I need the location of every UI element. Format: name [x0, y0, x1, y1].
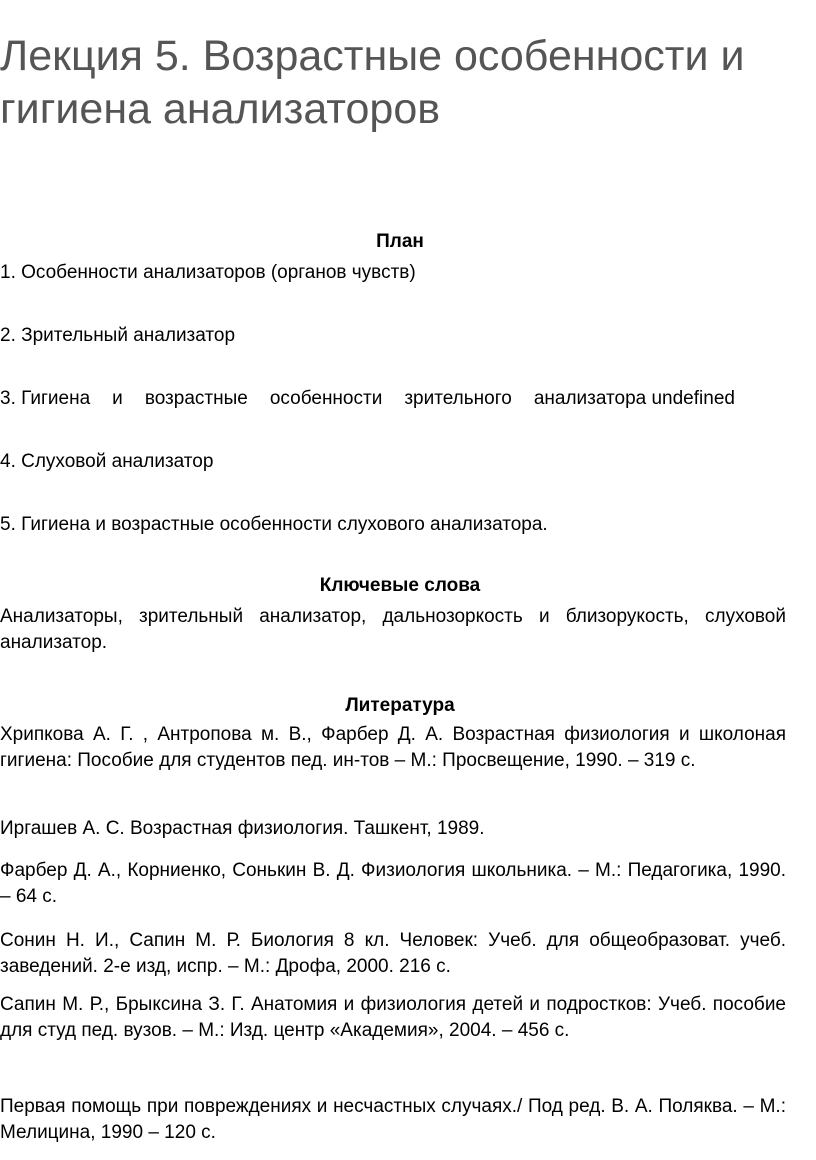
- plan-item-3: [0, 387, 800, 411]
- plan-item-3-word: зрительного: [404, 388, 512, 409]
- plan-item-3-words: [0, 387, 735, 411]
- plan-item-4: 4. Слуховой анализатор: [0, 451, 214, 472]
- literature-item-3: Фарбер Д. А., Корниенко, Сонькин В. Д. Физиология школьника. – М.: Педагогика, 1990. – 64 с.: [0, 860, 786, 907]
- plan-item-5: 5. Гигиена и возрастные особенности слухового анализатора.: [0, 514, 548, 535]
- plan-item-3-word: 3. Гигиена: [0, 388, 91, 409]
- keywords-heading: Ключевые слова: [319, 575, 481, 596]
- plan-item-3-word: особенности: [269, 388, 383, 409]
- literature-item-5: Сапин М. Р., Брыксина З. Г. Анатомия и физиология детей и подростков: Учеб. пособие для студ пед. вузов. – М.: Изд. центр «Академия», 2004. – 456 с.: [0, 994, 786, 1041]
- literature-item-4: Сонин Н. И., Сапин М. Р. Биология 8 кл. Человек: Учеб. для общеобразоват. учеб. заведений. 2-е изд, испр. – М.: Дрофа, 2000. 216 с.: [0, 930, 786, 977]
- plan-item-3-word: возрастные: [144, 388, 248, 409]
- literature-heading: Литература: [345, 695, 455, 716]
- plan-item-3-word: анализатора undefined: [533, 388, 735, 409]
- plan-item-2: 2. Зрительный анализатор: [0, 325, 236, 346]
- literature-item-2: Иргашев А. С. Возрастная физиология. Ташкент, 1989.: [0, 818, 485, 839]
- plan-item-3-word: и: [112, 388, 123, 409]
- page-title: Лекция 5. Возрастные особенности и гигиена анализаторов: [0, 32, 745, 133]
- plan-item-1: 1. Особенности анализаторов (органов чувств): [0, 262, 416, 283]
- literature-item-6: Первая помощь при повреждениях и несчастных случаях./ Под ред. В. А. Поляква. – М.: Мелицина, 1990 – 120 с.: [0, 1096, 786, 1143]
- keywords-text: Анализаторы, зрительный анализатор, дальнозоркость и близорукость, слуховой анализатор.: [0, 606, 786, 653]
- plan-heading: План: [376, 231, 424, 252]
- literature-item-1: Хрипкова А. Г. , Антропова м. В., Фарбер Д. А. Возрастная физиология и школоная гигиена: Пособие для студентов пед. ин-тов – М.: Просвещение, 1990. – 319 с.: [0, 724, 786, 771]
